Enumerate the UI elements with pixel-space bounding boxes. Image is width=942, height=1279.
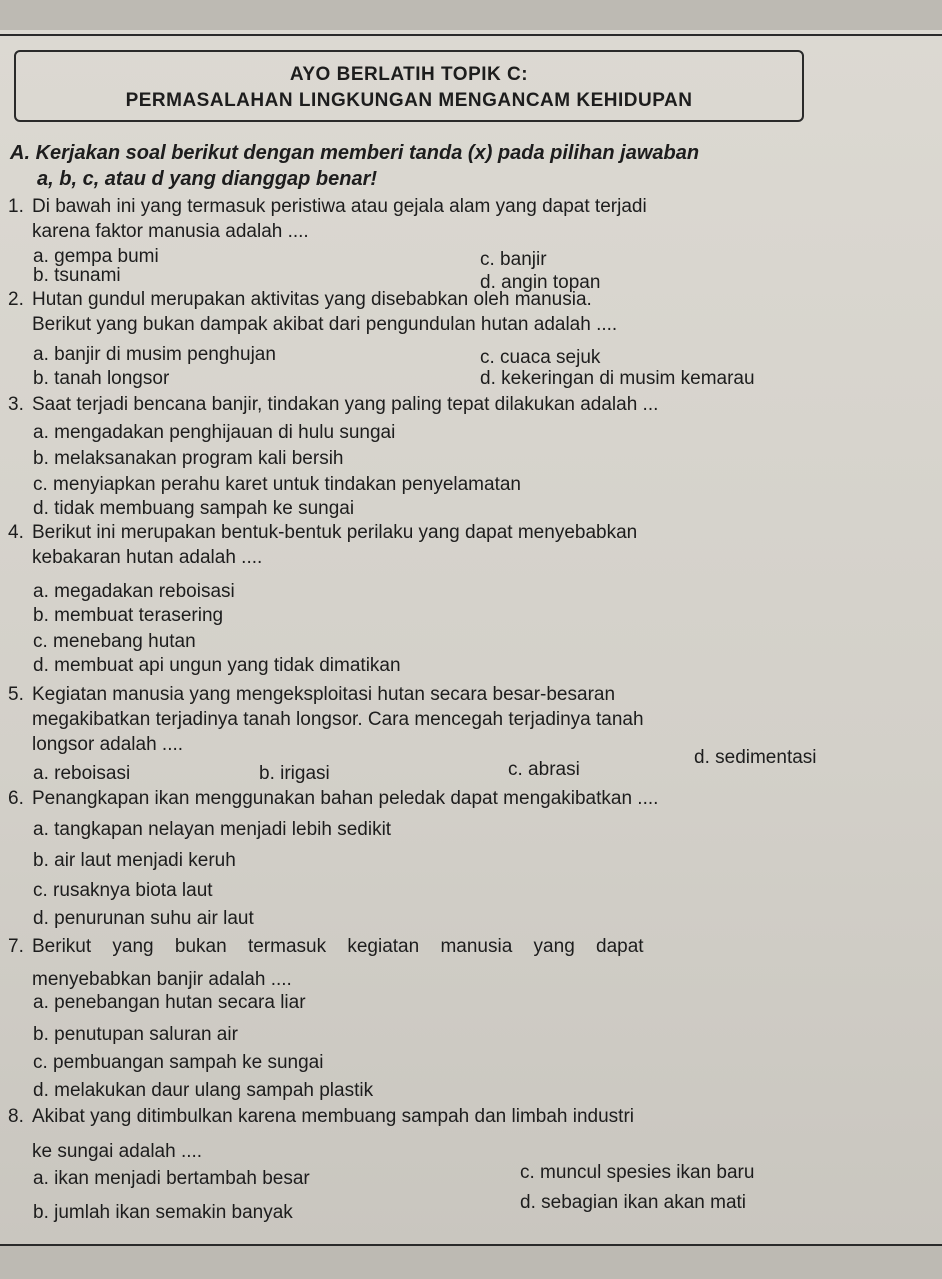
question-number: 2. <box>8 289 24 310</box>
question-number: 4. <box>8 522 24 543</box>
answer-option-6d[interactable]: d. penurunan suhu air laut <box>33 908 254 929</box>
question-number: 7. <box>8 936 24 957</box>
question-text-line: Berikut yang bukan dampak akibat dari pengundulan hutan adalah .... <box>32 314 618 335</box>
answer-option-1a[interactable]: a. gempa bumi <box>33 246 159 267</box>
section-label: A. <box>10 142 30 164</box>
question-text-line: Berikut yang bukan termasuk kegiatan manusia yang dapat <box>32 936 644 957</box>
question-number: 6. <box>8 788 24 809</box>
answer-option-4a[interactable]: a. megadakan reboisasi <box>33 581 235 602</box>
question-3 <box>8 392 928 417</box>
instruction-line-1: Kerjakan soal berikut dengan memberi tanda (x) pada pilihan jawaban <box>35 142 700 164</box>
answer-option-2c[interactable]: c. cuaca sejuk <box>480 347 601 368</box>
question-text-line: Kegiatan manusia yang mengeksploitasi hutan secara besar-besaran <box>32 684 616 705</box>
answer-option-6c[interactable]: c. rusaknya biota laut <box>33 880 213 901</box>
answer-option-5a[interactable]: a. reboisasi <box>33 763 131 784</box>
answer-option-6b[interactable]: b. air laut menjadi keruh <box>33 850 236 871</box>
section-instruction <box>10 140 910 192</box>
question-1 <box>8 194 928 244</box>
answer-option-4c[interactable]: c. menebang hutan <box>33 631 196 652</box>
answer-option-2b[interactable]: b. tanah longsor <box>33 368 170 389</box>
answer-option-5d[interactable]: d. sedimentasi <box>694 747 817 768</box>
question-text-line: ke sungai adalah .... <box>32 1141 203 1162</box>
topic-title: AYO BERLATIH TOPIK C: <box>289 64 529 85</box>
topic-header-box <box>14 50 804 122</box>
answer-option-8d[interactable]: d. sebagian ikan akan mati <box>520 1192 747 1213</box>
question-text-line: Berikut ini merupakan bentuk-bentuk perilaku yang dapat menyebabkan <box>32 522 638 543</box>
answer-option-5c[interactable]: c. abrasi <box>508 759 580 780</box>
answer-option-8a[interactable]: a. ikan menjadi bertambah besar <box>33 1168 310 1189</box>
question-text-line: karena faktor manusia adalah .... <box>32 221 309 242</box>
question-7 <box>8 934 928 992</box>
question-text-line: kebakaran hutan adalah .... <box>32 547 263 568</box>
question-text-line: megakibatkan terjadinya tanah longsor. Cara mencegah terjadinya tanah <box>32 709 644 730</box>
question-text-line: Akibat yang ditimbulkan karena membuang sampah dan limbah industri <box>32 1106 635 1127</box>
question-number: 8. <box>8 1106 24 1127</box>
answer-option-8c[interactable]: c. muncul spesies ikan baru <box>520 1162 755 1183</box>
answer-option-7a[interactable]: a. penebangan hutan secara liar <box>33 992 306 1013</box>
answer-option-7c[interactable]: c. pembuangan sampah ke sungai <box>33 1052 324 1073</box>
answer-option-3c[interactable]: c. menyiapkan perahu karet untuk tindakan penyelamatan <box>33 474 521 495</box>
question-2 <box>8 287 928 337</box>
answer-option-8b[interactable]: b. jumlah ikan semakin banyak <box>33 1202 293 1223</box>
answer-option-4d[interactable]: d. membuat api ungun yang tidak dimatikan <box>33 655 401 676</box>
question-4 <box>8 520 928 570</box>
answer-option-6a[interactable]: a. tangkapan nelayan menjadi lebih sedikit <box>33 819 392 840</box>
question-text-line: Saat terjadi bencana banjir, tindakan yang paling tepat dilakukan adalah ... <box>32 394 659 415</box>
question-text-line: Penangkapan ikan menggunakan bahan peledak dapat mengakibatkan .... <box>32 788 659 809</box>
answer-option-2a[interactable]: a. banjir di musim penghujan <box>33 344 276 365</box>
answer-option-1b[interactable]: b. tsunami <box>33 265 121 286</box>
question-text-line: Hutan gundul merupakan aktivitas yang disebabkan oleh manusia. <box>32 289 592 310</box>
answer-option-3b[interactable]: b. melaksanakan program kali bersih <box>33 448 344 469</box>
answer-option-7b[interactable]: b. penutupan saluran air <box>33 1024 238 1045</box>
question-6 <box>8 786 928 811</box>
answer-option-7d[interactable]: d. melakukan daur ulang sampah plastik <box>33 1080 374 1101</box>
answer-option-3d[interactable]: d. tidak membuang sampah ke sungai <box>33 498 355 519</box>
instruction-line-2: a, b, c, atau d yang dianggap benar! <box>37 168 378 190</box>
answer-option-3a[interactable]: a. mengadakan penghijauan di hulu sungai <box>33 422 396 443</box>
question-number: 1. <box>8 196 24 217</box>
answer-option-1d[interactable]: d. angin topan <box>480 272 601 293</box>
question-text-line: longsor adalah .... <box>32 734 184 755</box>
question-number: 5. <box>8 684 24 705</box>
question-8 <box>8 1104 928 1164</box>
answer-option-1c[interactable]: c. banjir <box>480 249 547 270</box>
answer-option-5b[interactable]: b. irigasi <box>259 763 330 784</box>
question-text-line: menyebabkan banjir adalah .... <box>32 969 292 990</box>
question-number: 3. <box>8 394 24 415</box>
answer-option-4b[interactable]: b. membuat terasering <box>33 605 224 626</box>
answer-option-2d[interactable]: d. kekeringan di musim kemarau <box>480 368 755 389</box>
question-text-line: Di bawah ini yang termasuk peristiwa atau gejala alam yang dapat terjadi <box>32 196 647 217</box>
topic-subtitle: PERMASALAHAN LINGKUNGAN MENGANCAM KEHIDUPAN <box>125 90 693 111</box>
